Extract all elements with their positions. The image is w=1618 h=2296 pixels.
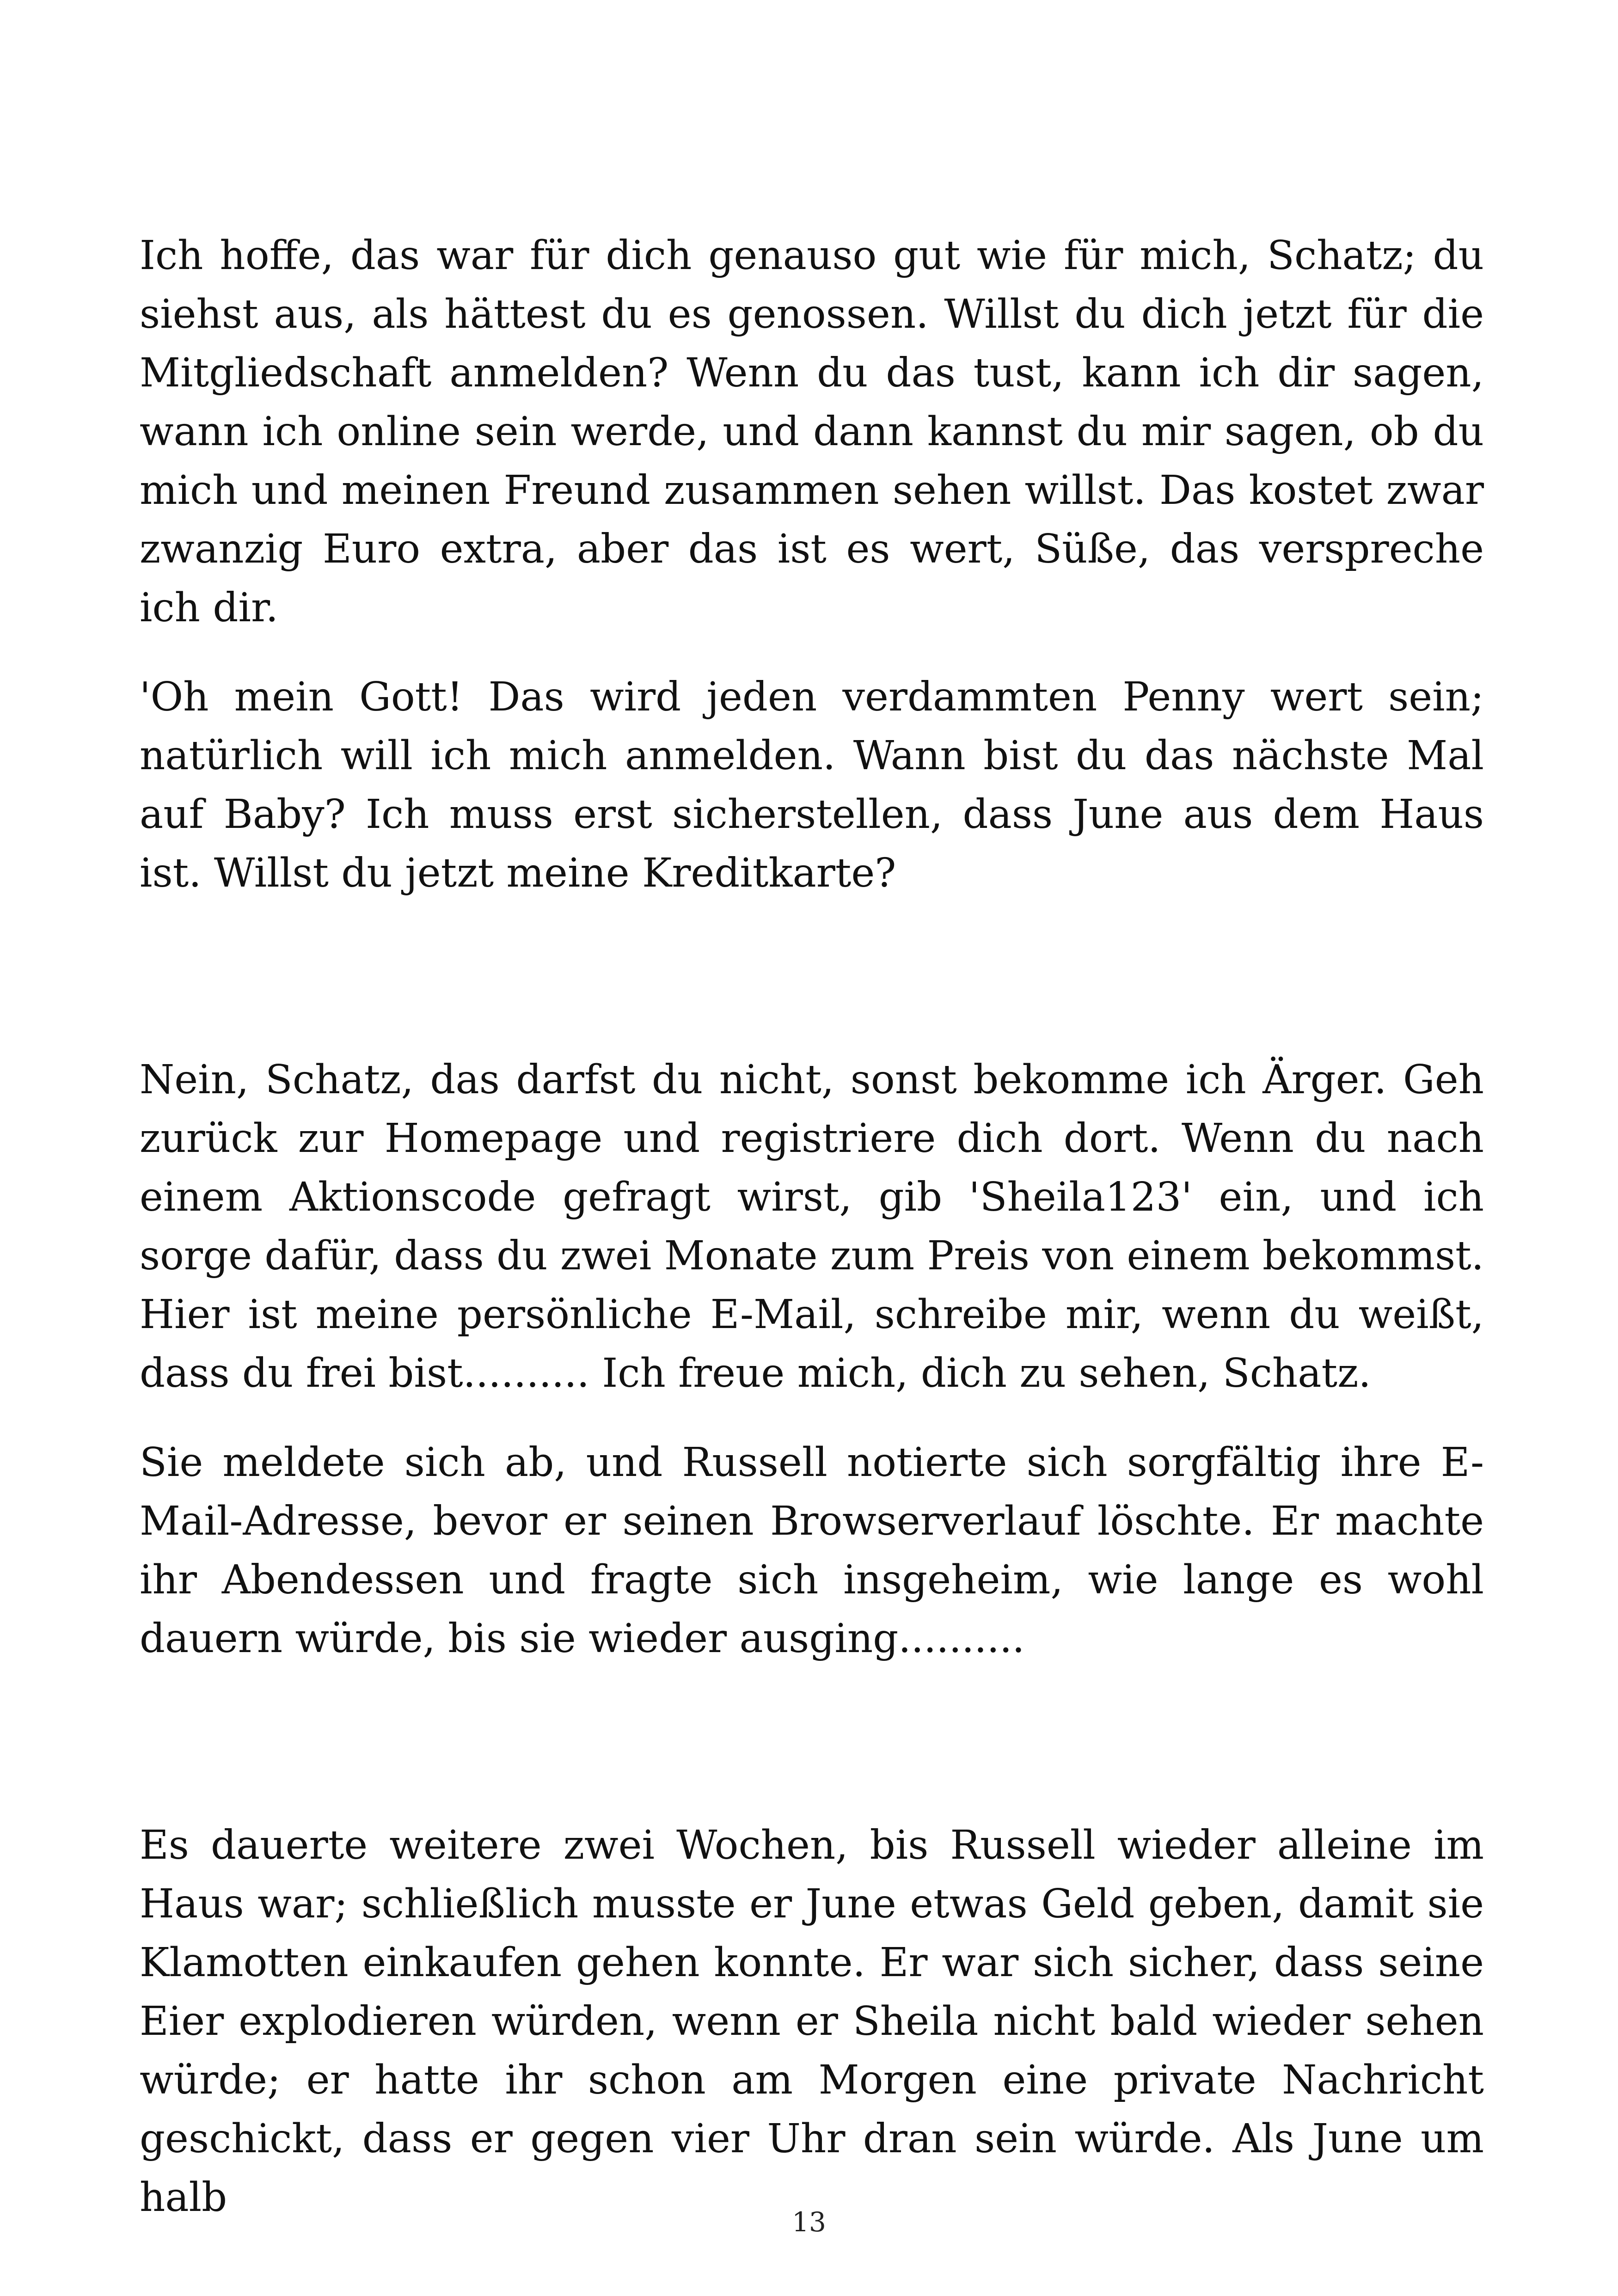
paragraph-2: 'Oh mein Gott! Das wird jeden verdammten Penny wert sein; natürlich will ich mich anmelden. Wann bist du das nächste Mal auf Baby? Ich muss erst sicherstellen, dass June aus dem Haus ist. Willst du jetzt meine Kreditkarte? [140,674,1484,896]
paragraph-5: Es dauerte weitere zwei Wochen, bis Russell wieder alleine im Haus war; schließlich musste er June etwas Geld geben, damit sie Klamotten einkaufen gehen konnte. Er war sich sicher, dass seine Eier explodieren würden, wenn er Sheila nicht bald wieder sehen würde; er hatte ihr schon am Morgen eine private Nachricht geschickt, dass er gegen vier Uhr dran sein würde. Als June um halb [140,1822,1484,2221]
section-spacer [140,1668,1484,1816]
section-spacer [140,903,1484,1051]
paragraph-4: Sie meldete sich ab, und Russell notierte sich sorgfältig ihre E-Mail-Adresse, bevor er seinen Browserverlauf löschte. Er machte ihr Abendessen und fragte sich insgeheim, wie lange es wohl dauern würde, bis sie wieder ausging.......... [140,1439,1484,1662]
paragraph-3: Nein, Schatz, das darfst du nicht, sonst bekomme ich Ärger. Geh zurück zur Homepage und registriere dich dort. Wenn du nach einem Aktionscode gefragt wirst, gib 'Sheila123' ein, und ich sorge dafür, dass du zwei Monate zum Preis von einem bekommst. Hier ist meine persönliche E-Mail, schreibe mir, wenn du weißt, dass du frei bist.......... Ich freue mich, dich zu sehen, Schatz. [140,1057,1484,1396]
body-text [140,227,1484,2227]
paragraph-spacer [140,637,1484,668]
page-number: 13 [792,2206,826,2238]
paragraph-spacer [140,1403,1484,1433]
paragraph-1: Ich hoffe, das war für dich genauso gut wie für mich, Schatz; du siehst aus, als hättest du es genossen. Willst du dich jetzt für die Mitgliedschaft anmelden? Wenn du das tust, kann ich dir sagen, wann ich online sein werde, und dann kannst du mir sagen, ob du mich und meinen Freund zusammen sehen willst. Das kostet zwar zwanzig Euro extra, aber das ist es wert, Süße, das verspreche ich dir. [140,233,1484,631]
